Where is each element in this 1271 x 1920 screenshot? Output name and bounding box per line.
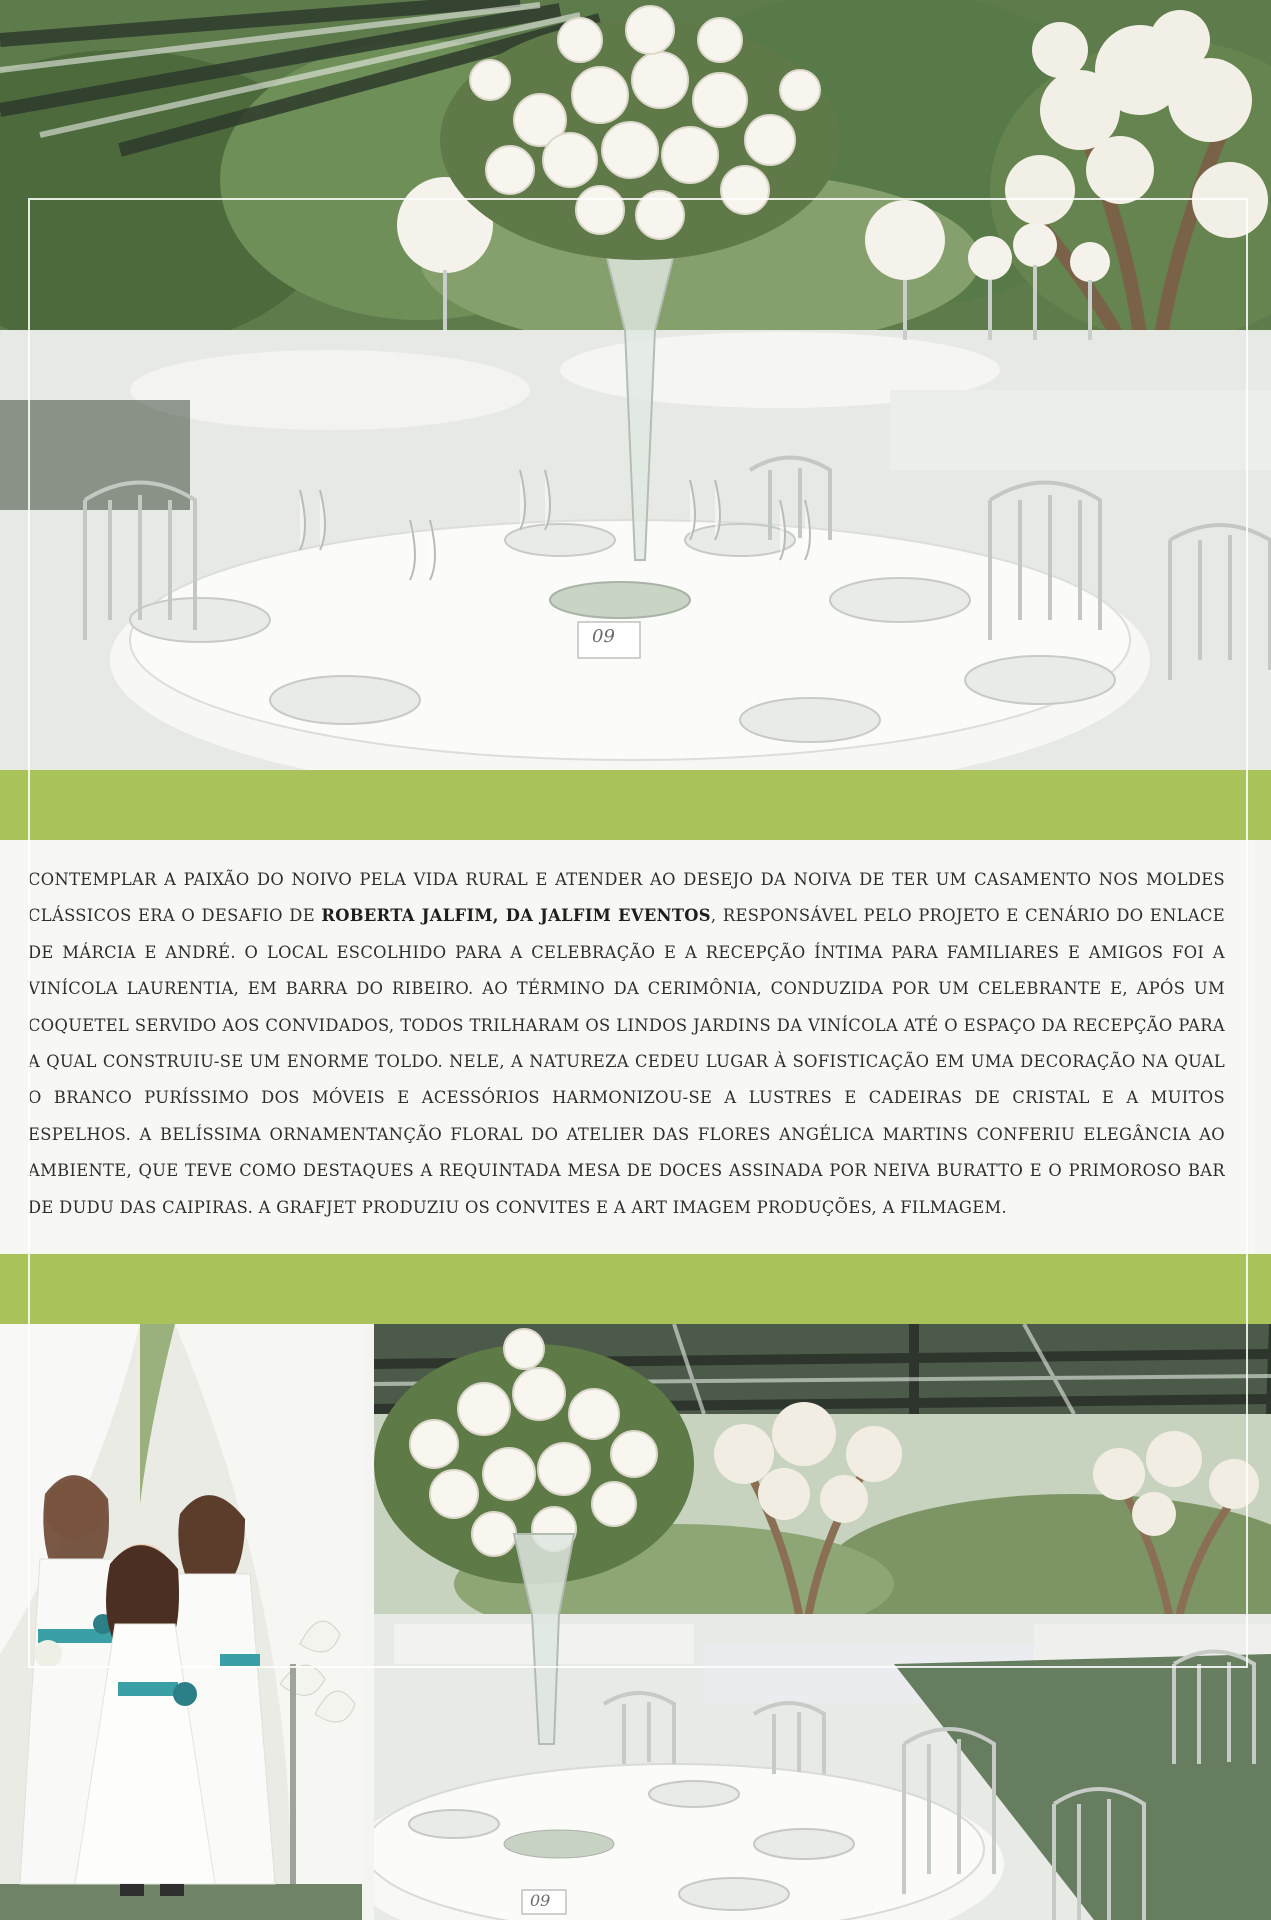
article-text-main: , RESPONSÁVEL PELO PROJETO E CENÁRIO DO ENLACE DE MÁRCIA E ANDRÉ. O LOCAL ESCOLHIDO PARA A CELEBRAÇÃO E A RECEPÇÃO ÍNTIMA PARA FAMILIARES E AMIGOS FOI A VINÍCOLA LAURENTIA, EM BARRA DO RIBEIRO. AO TÉRMINO DA CERIMÔNIA, CONDUZIDA POR UM CELEBRANTE E, APÓS UM COQUETEL SERVIDO AOS CONVIDADOS, TODOS TRILHARAM OS LINDOS JARDINS DA VINÍCOLA ATÉ O ESPAÇO DA RECEPÇÃO PARA A QUAL CONSTRUIU-SE UM ENORME TOLDO. NELE, A NATUREZA CEDEU LUGAR À SOFISTICAÇÃO EM UMA DECORAÇÃO NA QUAL O BRANCO PURÍSSIMO DOS MÓVEIS E ACESSÓRIOS HARMONIZOU-SE A LUSTRES E CADEIRAS DE CRISTAL E A MUITOS ESPELHOS. A BELÍSSIMA ORNAMENTANÇÃO FLORAL DO ATELIER DAS FLORES ANGÉLICA MARTINS CONFERIU ELEGÂNCIA AO AMBIENTE, QUE TEVE COMO DESTAQUES A REQUINTADA MESA DE DOCES ASSINADA POR NEIVA BURATTO E O PRIMOROSO BAR DE DUDU DAS CAIPIRAS. A GRAFJET PRODUZIU OS CONVITES E A ART IMAGEM PRODUÇÕES, A FILMAGEM. (28, 906, 1225, 1217)
article-body (28, 862, 1225, 1226)
green-band-bottom (0, 1254, 1271, 1324)
table-number-card: 09 (592, 626, 615, 647)
green-band-top (0, 770, 1271, 840)
article-text-intro: CONTEMPLAR A PAIXÃO DO NOIVO PELA VIDA RURAL E ATENDER AO DESEJO DA NOIVA DE TER UM CASAMENTO NOS MOLDES CLÁSSICOS ERA O DESAFIO DE (28, 870, 1225, 926)
photo-tent-reception (374, 1324, 1271, 1920)
photo-gutter (362, 1324, 374, 1920)
article-text-panel (0, 840, 1255, 1254)
table-number-card-bottom: 09 (530, 1891, 551, 1910)
photo-flower-girls (0, 1324, 362, 1920)
hero-photo-wedding-tables (0, 0, 1271, 770)
article-text-credit: ROBERTA JALFIM, DA JALFIM EVENTOS (321, 906, 711, 926)
